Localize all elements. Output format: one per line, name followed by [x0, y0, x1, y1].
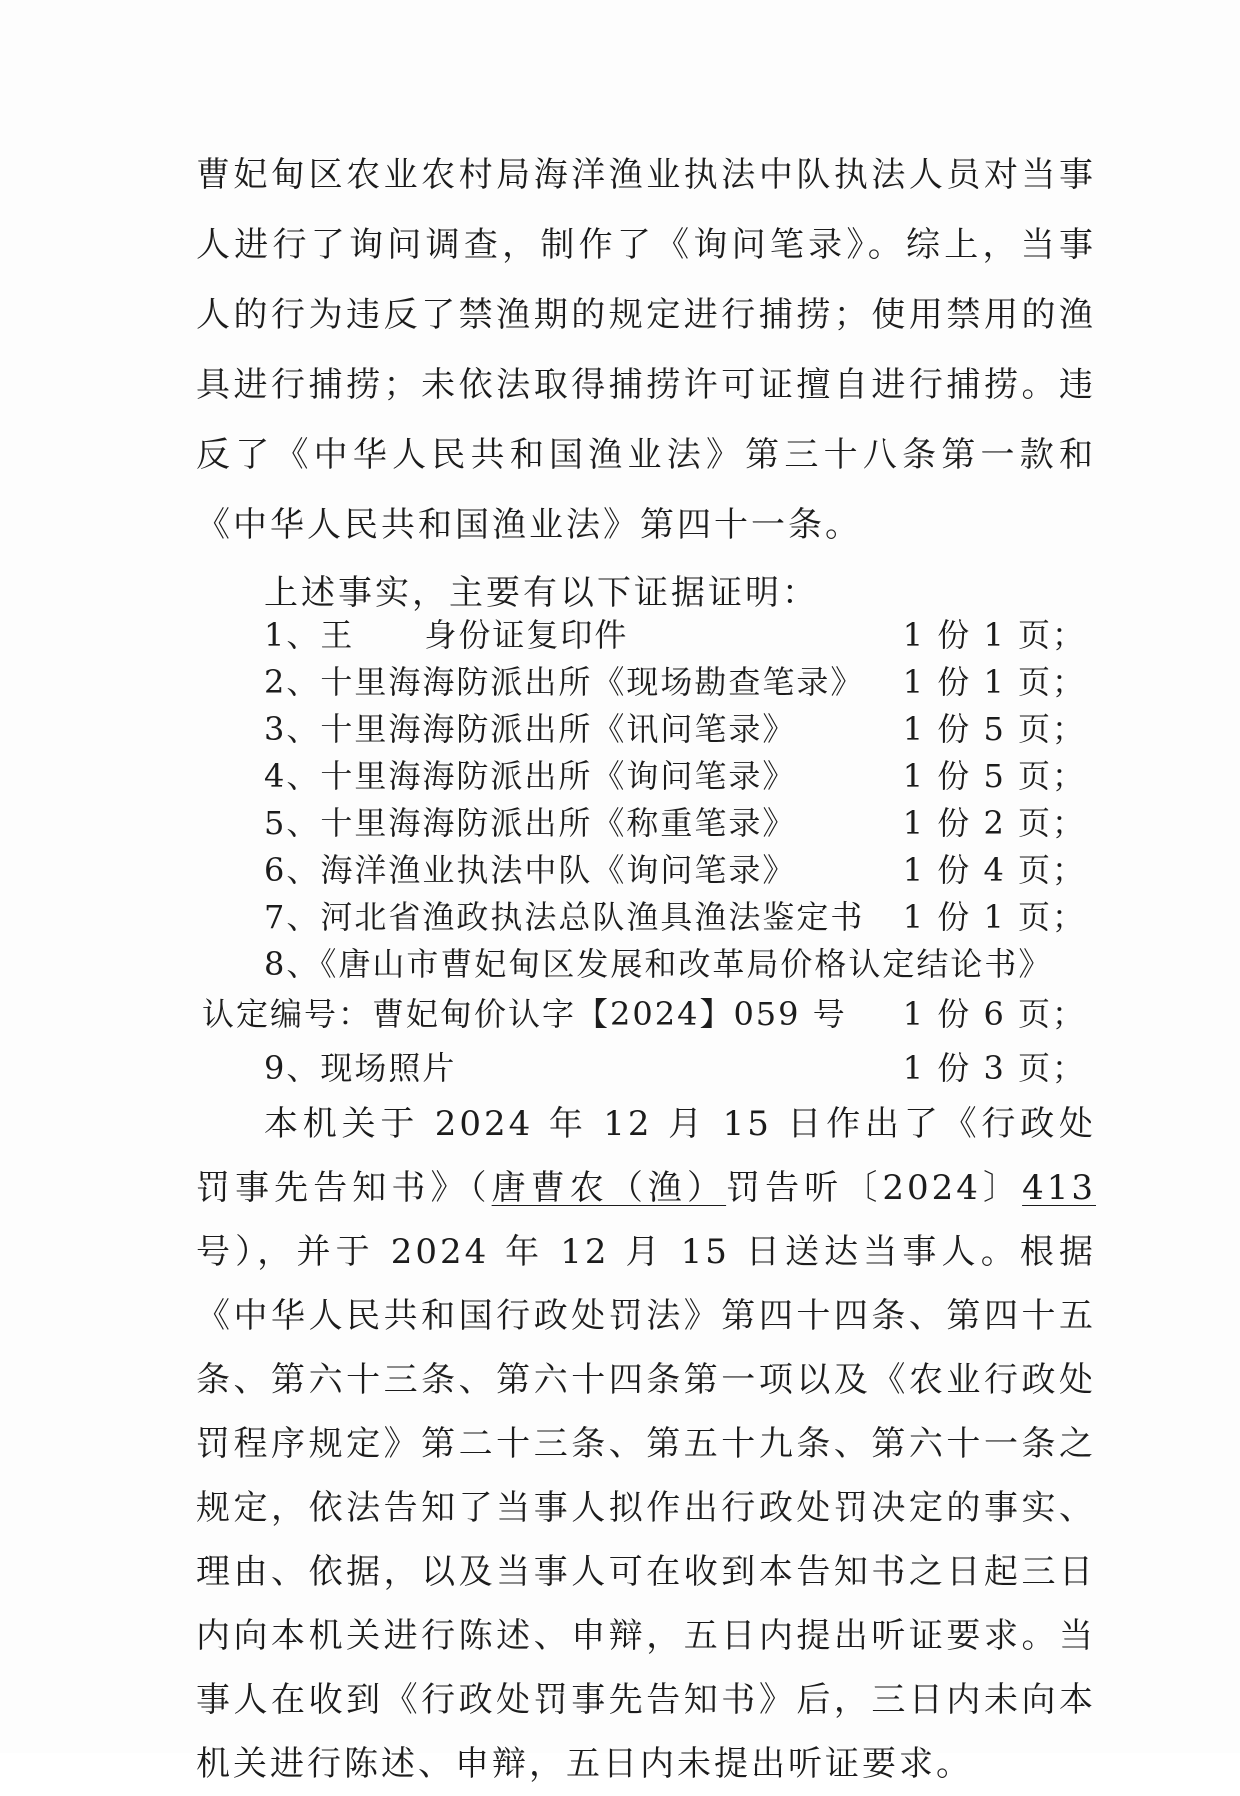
evidence-item — [196, 988, 1096, 1040]
notice-number-prefix: 唐曹农（渔） — [491, 1168, 727, 1208]
evidence-text: 5、十里海海防派出所《称重笔录》 — [264, 804, 797, 842]
evidence-item — [196, 894, 1096, 941]
paragraph-notification — [196, 1092, 1096, 1796]
evidence-item — [196, 612, 1096, 659]
evidence-count: 1 份 6 页； — [902, 995, 1086, 1033]
notification-text-c: 号），并于 2024 年 12 月 15 日送达当事人。根据《中华人民共和国行政处罚法》第四十四条、第四十五条、第六十三条、第六十四条第一项以及《农业行政处罚程序规定》第二十三条、第五十九条、第六十一条之规定，依法告知了当事人拟作出行政处罚决定的事实、理由、依据，以及当事人可在收到本告知书之日起三日内向本机关进行陈述、申辩，五日内提出听证要求。当事人在收到《行政处罚事先告知书》后，三日内未向本机关进行陈述、申辩，五日内未提出听证要求。 — [196, 1232, 1096, 1784]
evidence-text — [264, 612, 628, 659]
evidence-count: 1 份 5 页； — [902, 710, 1086, 748]
evidence-list — [196, 612, 1096, 1096]
evidence-item — [196, 847, 1096, 894]
evidence-text-before: 1、王 — [264, 616, 355, 654]
notice-number: 413 — [1022, 1168, 1096, 1208]
evidence-text: 9、现场照片 — [264, 1049, 457, 1087]
evidence-count: 1 份 1 页； — [902, 616, 1086, 654]
evidence-text: 6、海洋渔业执法中队《询问笔录》 — [264, 851, 797, 889]
evidence-item — [196, 1040, 1096, 1096]
evidence-text: 3、十里海海防派出所《讯问笔录》 — [264, 710, 797, 748]
notification-text-a: 本机关于 2024 年 12 月 15 日作出了《行政处罚事先告知书》（ — [196, 1104, 1096, 1208]
evidence-item — [196, 800, 1096, 847]
evidence-item — [196, 941, 1096, 988]
evidence-text: 7、河北省渔政执法总队渔具渔法鉴定书 — [264, 898, 865, 936]
evidence-text-after: 身份证复印件 — [424, 616, 629, 654]
paragraph-evidence-intro: 上述事实，主要有以下证据证明： — [264, 573, 819, 613]
evidence-text: 4、十里海海防派出所《询问笔录》 — [264, 757, 797, 795]
evidence-item — [196, 659, 1096, 706]
notification-text-b: 罚告听〔2024〕 — [726, 1168, 1023, 1208]
paragraph-findings: 曹妃甸区农业农村局海洋渔业执法中队执法人员对当事人进行了询问调查，制作了《询问笔录》。综上，当事人的行为违反了禁渔期的规定进行捕捞；使用禁用的渔具进行捕捞；未依法取得捕捞许可证擅自进行捕捞。违反了《中华人民共和国渔业法》第三十八条第一款和《中华人民共和国渔业法》第四十一条。 — [196, 155, 1096, 545]
evidence-text: 2、十里海海防派出所《现场勘查笔录》 — [264, 663, 865, 701]
evidence-count: 1 份 5 页； — [902, 757, 1086, 795]
evidence-text: 8、《唐山市曹妃甸区发展和改革局价格认定结论书》 — [264, 945, 1053, 983]
evidence-item — [196, 753, 1096, 800]
evidence-count: 1 份 1 页； — [902, 898, 1086, 936]
evidence-count: 1 份 2 页； — [902, 804, 1086, 842]
evidence-count: 1 份 3 页； — [902, 1049, 1086, 1087]
evidence-text: 认定编号：曹妃甸价认字【2024】059 号 — [202, 995, 847, 1033]
evidence-item — [196, 706, 1096, 753]
evidence-count: 1 份 1 页； — [902, 663, 1086, 701]
evidence-count: 1 份 4 页； — [902, 851, 1086, 889]
